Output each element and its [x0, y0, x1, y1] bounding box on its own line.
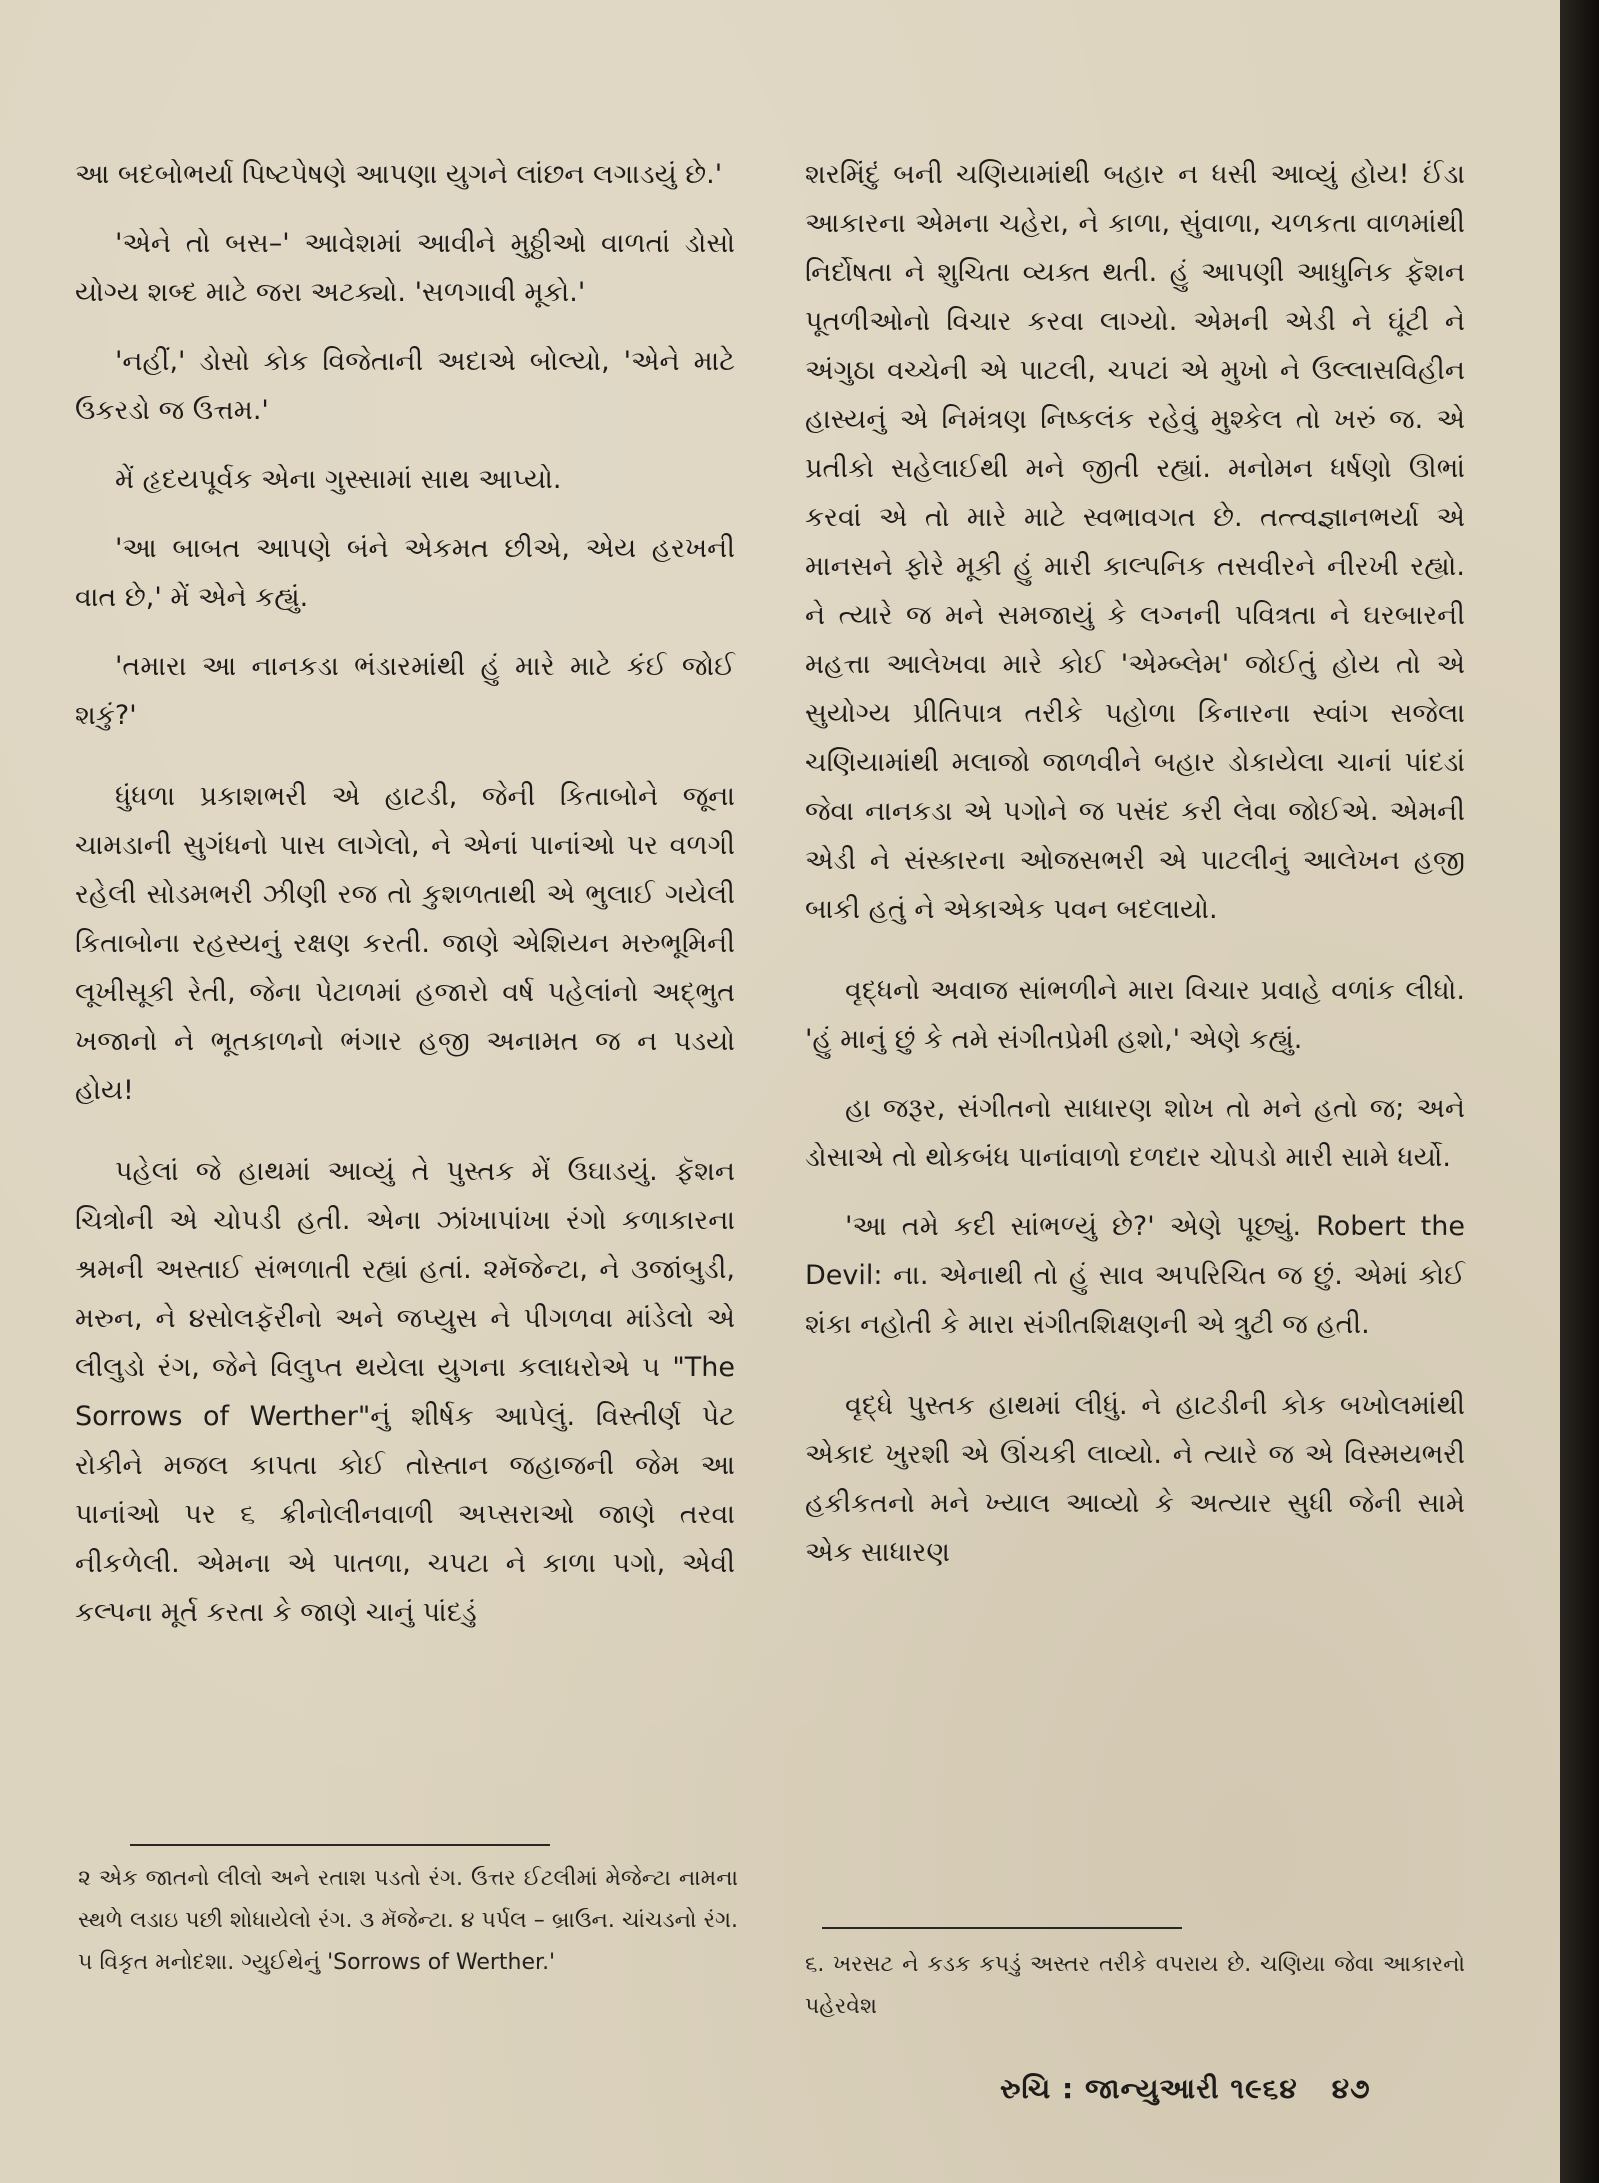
paragraph: 'નહીં,' ડોસો કોક વિજેતાની અદાએ બોલ્યો, 'એને માટે ઉકરડો જ ઉત્તમ.' [75, 346, 735, 426]
paragraph: મેં હૃદયપૂર્વક એના ગુસ્સામાં સાથ આપ્યો. [115, 464, 562, 495]
right-text-column [805, 150, 1465, 1597]
left-text-column [75, 150, 735, 1657]
right-footnotes [805, 1944, 1465, 2028]
paragraph: 'એને તો બસ–' આવેશમાં આવીને મુઠ્ઠીઓ વાળતાં ડોસો યોગ્ય શબ્દ માટે જરા અટક્યો. 'સળગાવી મૂકો.' [75, 228, 735, 308]
scan-edge [1560, 0, 1599, 2183]
page-number: ૪૭ [1331, 2072, 1371, 2105]
left-footnotes [78, 1858, 738, 1984]
running-head: રુચિ : જાન્યુઆરી ૧૯૬૪ [1000, 2072, 1298, 2105]
footnote: ૨ એક જાતનો લીલો અને રતાશ પડતો રંગ. ઉત્તર ઈટલીમાં મેજેન્ટા નામના સ્થળે લડાઇ પછી શોધાયેલો રંગ. ૩ મૅજેન્ટા. ૪ પર્પલ – બ્રાઉન. ચાંચડનો રંગ. ૫ વિકૃત મનોદશા. ગ્યુઈથેનું 'Sorrows of Werther.' [78, 1866, 738, 1975]
paragraph: પહેલાં જે હાથમાં આવ્યું તે પુસ્તક મેં ઉઘાડયું. ફૅશન ચિત્રોની એ ચોપડી હતી. એના ઝાંખાપાંખા રંગો કળાકારના શ્રમની અસ્તાઈ સંભળાતી રહ્યાં હતાં. ૨મૅજેન્ટા, ને ૩જાંબુડી, મરુન, ને ૪સોલફૅરીનો અને જપ્યુસ ને પીગળવા માંડેલો એ લીલુડો રંગ, જેને વિલુપ્ત થયેલા યુગના કલાધરોએ ૫ "The Sorrows of Werther"નું શીર્ષક આપેલું. વિસ્તીર્ણ પેટ રોકીને મજલ કાપતા કોઈ તોસ્તાન જહાજની જેમ આ પાનાંઓ પર ૬ ક્રીનોલીનવાળી અપ્સરાઓ જાણે તરવા નીકળેલી. એમના એ પાતળા, ચપટા ને કાળા પગો, એવી કલ્પના મૂર્ત કરતા કે જાણે ચાનું પાંદડું [75, 1156, 735, 1628]
footnote-divider [130, 1844, 550, 1846]
footnote-divider [822, 1927, 1182, 1929]
page-footer [1000, 2072, 1371, 2106]
paragraph: આ બદબોભર્યા પિષ્ટપેષણે આપણા યુગને લાંછન લગાડયું છે.' [75, 159, 723, 190]
paragraph: વૃદ્ધે પુસ્તક હાથમાં લીધું. ને હાટડીની કોક બખોલમાંથી એકાદ ખુરશી એ ઊંચકી લાવ્યો. ને ત્યારે જ એ વિસ્મયભરી હકીકતનો મને ખ્યાલ આવ્યો કે અત્યાર સુધી જેની સામે એક સાધારણ [805, 1390, 1465, 1568]
paragraph: હા જરૂર, સંગીતનો સાધારણ શોખ તો મને હતો જ; અને ડોસાએ તો થોકબંધ પાનાંવાળો દળદાર ચોપડો મારી સામે ધર્યો. [805, 1093, 1465, 1173]
paragraph: 'આ બાબત આપણે બંને એકમત છીએ, એય હરખની વાત છે,' મેં એને કહ્યું. [75, 533, 735, 613]
paragraph: ધુંધળા પ્રકાશભરી એ હાટડી, જેની કિતાબોને જૂના ચામડાની સુગંધનો પાસ લાગેલો, ને એનાં પાનાંઓ પર વળગી રહેલી સોડમભરી ઝીણી રજ તો કુશળતાથી એ ભુલાઈ ગયેલી કિતાબોના રહસ્યનું રક્ષણ કરતી. જાણે એશિયન મરુભૂમિની લૂખીસૂકી રેતી, જેના પેટાળમાં હજારો વર્ષ પહેલાંનો અદ્ભુત ખજાનો ને ભૂતકાળનો ભંગાર હજી અનામત જ ન પડયો હોય! [75, 781, 735, 1106]
footnote: ૬. ખરસટ ને કડક કપડું અસ્તર તરીકે વપરાય છે. ચણિયા જેવા આકારનો પહેરવેશ [805, 1952, 1465, 2019]
paragraph: શરમિંદું બની ચણિયામાંથી બહાર ન ધસી આવ્યું હોય! ઈંડા આકારના એમના ચહેરા, ને કાળા, સુંવાળા, ચળકતા વાળમાંથી નિર્દોષતા ને શુચિતા વ્યક્ત થતી. હું આપણી આધુનિક ફૅશન પૂતળીઓનો વિચાર કરવા લાગ્યો. એમની એડી ને ઘૂંટી ને અંગુઠા વચ્ચેની એ પાટલી, ચપટાં એ મુખો ને ઉલ્લાસવિહીન હાસ્યનું એ નિમંત્રણ નિષ્કલંક રહેવું મુશ્કેલ તો ખરું જ. એ પ્રતીકો સહેલાઈથી મને જીતી રહ્યાં. મનોમન ધર્ષણો ઊભાં કરવાં એ તો મારે માટે સ્વભાવગત છે. તત્ત્વજ્ઞાનભર્યા એ માનસને ફોરે મૂકી હું મારી કાલ્પનિક તસવીરને નીરખી રહ્યો. ને ત્યારે જ મને સમજાયું કે લગ્નની પવિત્રતા ને ઘરબારની મહત્તા આલેખવા મારે કોઈ 'એમ્બ્લેમ' જોઈતું હોય તો એ સુયોગ્ય પ્રીતિપાત્ર તરીકે પહોળા કિનારના સ્વાંગ સજેલા ચણિયામાંથી મલાજો જાળવીને બહાર ડોકાયેલા ચાનાં પાંદડાં જેવા નાનકડા એ પગોને જ પસંદ કરી લેવા જોઈએ. એમની એડી ને સંસ્કારના ઓજસભરી એ પાટલીનું આલેખન હજી બાકી હતું ને એકાએક પવન બદલાયો. [805, 159, 1465, 925]
paragraph: 'આ તમે કદી સાંભળ્યું છે?' એણે પૂછ્યું. Robert the Devil: ના. એનાથી તો હું સાવ અપરિચિત જ છું. એમાં કોઈ શંકા નહોતી કે મારા સંગીતશિક્ષણની એ ત્રુટી જ હતી. [805, 1211, 1465, 1340]
paragraph: વૃદ્ધનો અવાજ સાંભળીને મારા વિચાર પ્રવાહે વળાંક લીધો. 'હું માનું છું કે તમે સંગીતપ્રેમી હશો,' એણે કહ્યું. [805, 975, 1465, 1055]
paragraph: 'તમારા આ નાનકડા ભંડારમાંથી હું મારે માટે કંઈ જોઈ શકું?' [75, 651, 735, 731]
